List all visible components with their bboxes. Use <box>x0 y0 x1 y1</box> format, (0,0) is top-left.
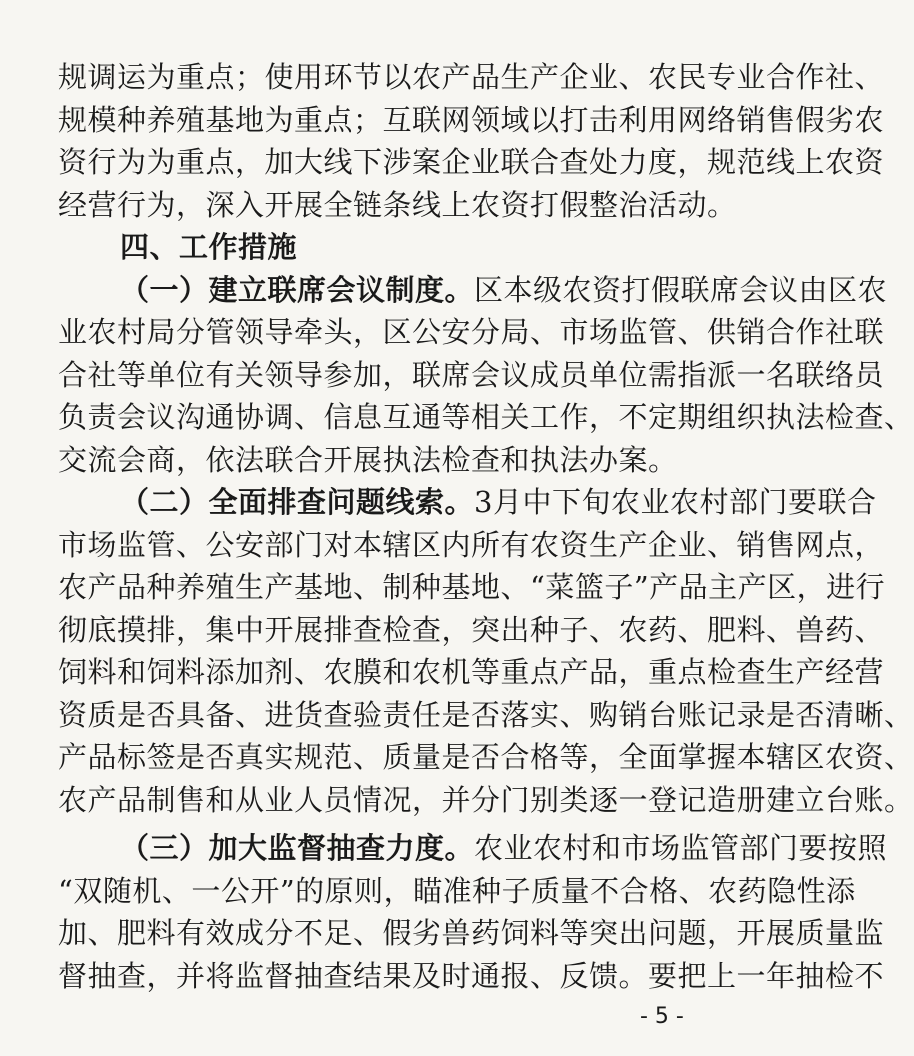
body-line: 农产品种养殖生产基地、制种基地、“菜篮子”产品主产区，进行 <box>58 570 886 604</box>
body-line: 交流会商，依法联合开展执法检查和执法办案。 <box>58 443 678 477</box>
body-line: “双随机、一公开”的原则，瞄准种子质量不合格、农药隐性添 <box>58 874 856 908</box>
paragraph-text: 农业农村和市场监管部门要按照 <box>474 831 888 865</box>
body-line: 彻底摸排，集中开展排查检查，突出种子、农药、肥料、兽药、 <box>58 613 885 647</box>
paragraph-first-line <box>120 829 888 867</box>
page-number: - 5 - <box>640 1004 684 1029</box>
body-line: 农产品制售和从业人员情况，并分门别类逐一登记造册建立台账。 <box>58 783 914 817</box>
body-line: 合社等单位有关领导参加，联席会议成员单位需指派一名联络员 <box>58 358 885 392</box>
body-line: 规调运为重点；使用环节以农产品生产企业、农民专业合作社、 <box>58 60 885 94</box>
body-line: 加、肥料有效成分不足、假劣兽药饲料等突出问题，开展质量监 <box>58 916 885 950</box>
paragraph-text: 3月中下旬农业农村部门要联合 <box>474 485 877 519</box>
paragraph-first-line <box>120 483 877 521</box>
body-line: 饲料和饲料添加剂、农膜和农机等重点产品，重点检查生产经营 <box>58 655 885 689</box>
body-line: 资行为为重点，加大线下涉案企业联合查处力度，规范线上农资 <box>58 145 885 179</box>
body-line: 规模种养殖基地为重点；互联网领域以打击利用网络销售假劣农 <box>58 103 885 137</box>
body-line: 经营行为，深入开展全链条线上农资打假整治活动。 <box>58 188 737 222</box>
subsection-title: （三）加大监督抽查力度。 <box>120 831 475 865</box>
body-line: 产品标签是否真实规范、质量是否合格等，全面掌握本辖区农资、 <box>58 740 914 774</box>
body-line: 业农村局分管领导牵头，区公安分局、市场监管、供销合作社联 <box>58 315 885 349</box>
body-line: 资质是否具备、进货查验责任是否落实、购销台账记录是否清晰、 <box>58 698 914 732</box>
paragraph-text: 区本级农资打假联席会议由区农 <box>474 273 888 307</box>
body-line: 督抽查，并将监督抽查结果及时通报、反馈。要把上一年抽检不 <box>58 959 885 993</box>
body-line: 负责会议沟通协调、信息互通等相关工作，不定期组织执法检查、 <box>58 400 914 434</box>
paragraph-first-line <box>120 271 888 309</box>
subsection-title: （一）建立联席会议制度。 <box>120 273 475 307</box>
subsection-title: （二）全面排查问题线索。 <box>120 485 475 519</box>
section-heading: 四、工作措施 <box>120 230 298 264</box>
body-line: 市场监管、公安部门对本辖区内所有农资生产企业、销售网点， <box>58 528 885 562</box>
